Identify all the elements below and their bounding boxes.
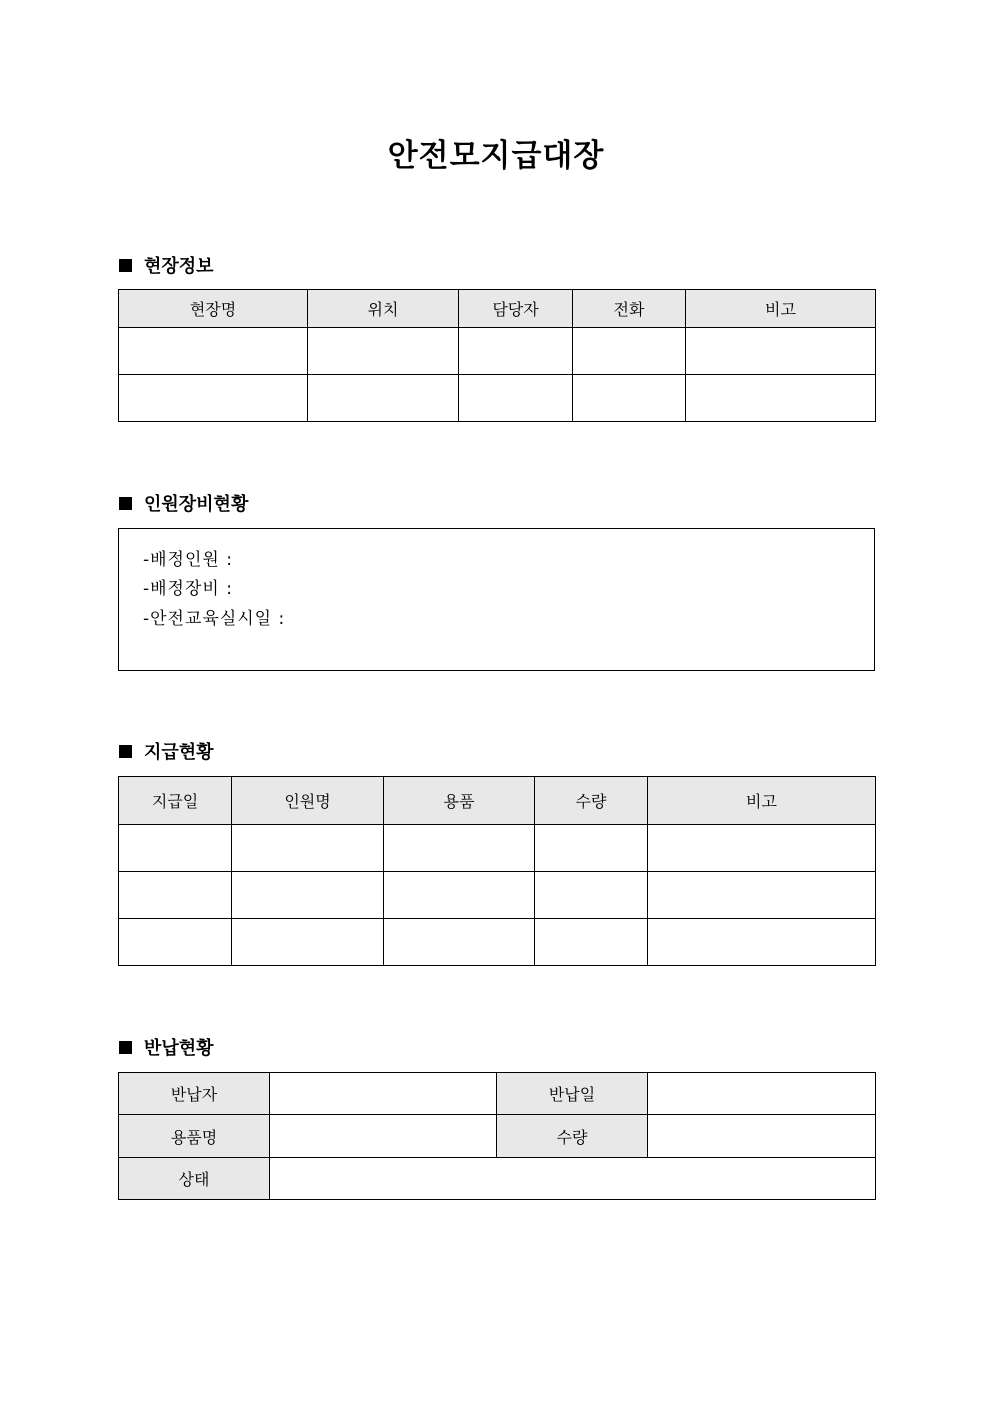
returner-label: 반납자 <box>119 1073 270 1115</box>
column-header: 비고 <box>686 290 876 328</box>
table-cell[interactable] <box>535 825 648 872</box>
table-cell[interactable] <box>232 825 384 872</box>
page-title: 안전모지급대장 <box>387 138 605 174</box>
table-cell[interactable] <box>573 328 686 375</box>
table-row <box>119 825 876 872</box>
table-cell[interactable] <box>119 825 232 872</box>
square-bullet-icon <box>119 745 132 758</box>
section-heading-return <box>119 1035 214 1059</box>
column-header: 담당자 <box>459 290 573 328</box>
returner-value[interactable] <box>270 1073 497 1115</box>
table-cell[interactable] <box>535 919 648 966</box>
table-cell[interactable] <box>384 872 535 919</box>
table-header-row <box>119 777 876 825</box>
table-cell[interactable] <box>459 328 573 375</box>
condition-label: 상태 <box>119 1158 270 1200</box>
return-table <box>118 1072 876 1200</box>
table-cell[interactable] <box>232 919 384 966</box>
quantity-value[interactable] <box>648 1115 876 1158</box>
table-cell[interactable] <box>119 375 308 422</box>
column-header: 현장명 <box>119 290 308 328</box>
square-bullet-icon <box>119 497 132 510</box>
table-cell[interactable] <box>232 872 384 919</box>
table-cell[interactable] <box>308 328 459 375</box>
section-heading-personnel-equipment <box>119 491 248 515</box>
issuance-table <box>118 776 876 966</box>
section-heading-issuance <box>119 739 214 763</box>
table-cell[interactable] <box>648 919 876 966</box>
table-row <box>119 872 876 919</box>
quantity-label: 수량 <box>497 1115 648 1158</box>
condition-value[interactable] <box>270 1158 876 1200</box>
safety-training-date-line[interactable]: -안전교육실시일 : <box>143 609 286 629</box>
table-cell[interactable] <box>459 375 573 422</box>
square-bullet-icon <box>119 259 132 272</box>
section-heading-label: 인원장비현황 <box>144 494 249 515</box>
table-cell[interactable] <box>535 872 648 919</box>
section-heading-label: 반납현황 <box>144 1038 214 1059</box>
table-row <box>119 1158 876 1200</box>
table-cell[interactable] <box>308 375 459 422</box>
table-cell[interactable] <box>648 872 876 919</box>
table-cell[interactable] <box>573 375 686 422</box>
column-header: 용품 <box>384 777 535 825</box>
table-row <box>119 375 876 422</box>
section-heading-label: 현장정보 <box>144 256 214 277</box>
assigned-equipment-line[interactable]: -배정장비 : <box>143 579 233 599</box>
section-heading-site-info <box>119 253 214 277</box>
table-cell[interactable] <box>384 919 535 966</box>
table-cell[interactable] <box>686 328 876 375</box>
item-name-value[interactable] <box>270 1115 497 1158</box>
section-heading-label: 지급현황 <box>144 742 214 763</box>
column-header: 수량 <box>535 777 648 825</box>
table-header-row <box>119 290 876 328</box>
square-bullet-icon <box>119 1041 132 1054</box>
table-row <box>119 328 876 375</box>
column-header: 위치 <box>308 290 459 328</box>
return-date-label: 반납일 <box>497 1073 648 1115</box>
table-row <box>119 1115 876 1158</box>
column-header: 비고 <box>648 777 876 825</box>
table-row <box>119 919 876 966</box>
table-cell[interactable] <box>648 825 876 872</box>
return-date-value[interactable] <box>648 1073 876 1115</box>
assigned-personnel-line[interactable]: -배정인원 : <box>143 550 233 570</box>
table-cell[interactable] <box>686 375 876 422</box>
table-cell[interactable] <box>119 872 232 919</box>
table-cell[interactable] <box>384 825 535 872</box>
personnel-equipment-box <box>118 528 875 671</box>
table-cell[interactable] <box>119 328 308 375</box>
column-header: 전화 <box>573 290 686 328</box>
table-cell[interactable] <box>119 919 232 966</box>
item-name-label: 용품명 <box>119 1115 270 1158</box>
column-header: 지급일 <box>119 777 232 825</box>
site-info-table <box>118 289 876 422</box>
column-header: 인원명 <box>232 777 384 825</box>
table-row <box>119 1073 876 1115</box>
